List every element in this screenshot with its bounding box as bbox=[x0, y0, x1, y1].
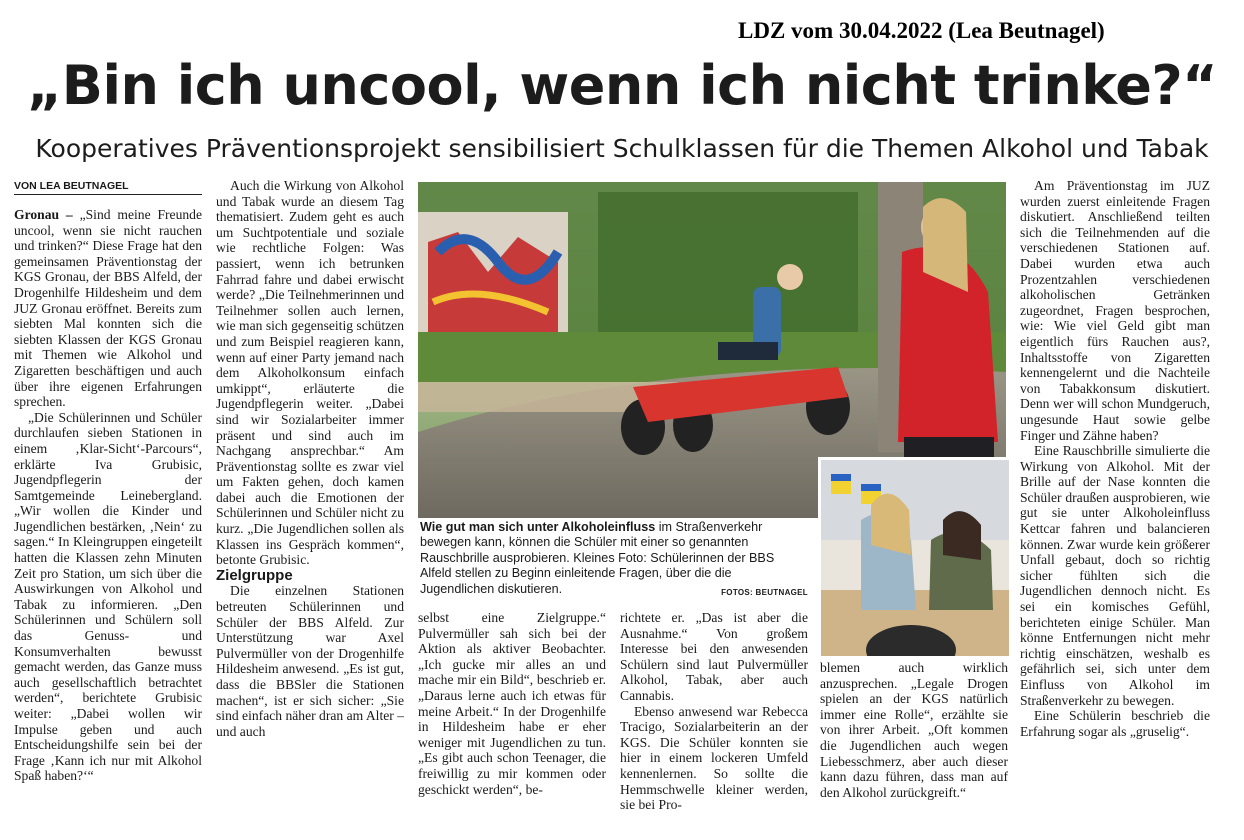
paragraph: Auch die Wirkung von Alkohol und Tabak wurde an diesem Tag thematisiert. Zudem geht es auch um Suchtpotentiale und soziale wie rechtliche Folgen: Was passiert, wenn ich betrunken Fahrrad fahre und dabei erwischt werde? „Die Teilnehmerinnen und Teilnehmer sollen auch lernen, wie man sich gegenseitig schützen und zum Beispiel reagieren kann, wenn auf einer Party jemand nach dem Alkoholkonsum einfach umkippt“, erläuterte die Jugendpflegerin weiter. „Dabei sind wir Sozialarbeiter immer präsent und sind auch im Nachgang ansprechbar.“ Am Präventionstag sollte es zwar viel um Fakten gehen, doch kamen dabei auch die Emotionen der Schülerinnen und Schüler nicht zu kurz. „Die Jugendlichen sollen als Klassen ins Gespräch kommen“, betonte Grubisic. bbox=[216, 178, 404, 568]
photo-credit: FOTOS: BEUTNAGEL bbox=[721, 587, 808, 597]
caption-text: im Straßenverkehr bewegen kann, können die Schüler mit einer so genannten Rauschbrille ausprobieren. Kleines Foto: Schülerinnen der BBS Alfeld stellen zu Beginn einleitende Fragen, über die die Jugendlichen diskutieren. bbox=[420, 520, 775, 596]
article-column-6 bbox=[1020, 178, 1210, 828]
headline: „Bin ich uncool, wenn ich nicht trinke?“ bbox=[26, 54, 1218, 117]
paragraph: blemen auch wirklich anzusprechen. „Legale Drogen spielen an der KGS natürlich immer eine Rolle“, erzählte sie von ihrer Arbeit. „Oft kommen die Jugendlichen auch wegen Liebesschmerz, aber auch dieser kann dazu führen, dass man auf den Alkohol zurückgreift.“ bbox=[820, 660, 1008, 800]
paragraph: Gronau – „Sind meine Freunde uncool, wenn sie nicht rauchen und trinken?“ Diese Frage hat den gemeinsamen Präventionstag der KGS Gronau, der BBS Alfeld, der Drogenhilfe Hildesheim und dem JUZ Gronau eröffnet. Bereits zum siebten Mal konnten sich die siebten Klassen der KGS Gronau mit Themen wie Alkohol und Zigaretten beschäftigen und auch über ihre eigenen Erfahrungen sprechen. bbox=[14, 207, 202, 410]
section-subhead: Zielgruppe bbox=[216, 566, 293, 584]
subheadline: Kooperatives Präventionsprojekt sensibilisiert Schulklassen für die Themen Alkohol und Tabak bbox=[35, 134, 1209, 163]
paragraph: Eine Rauschbrille simulierte die Wirkung von Alkohol. Mit der Brille auf der Nase konnten die Schüler draußen ausprobieren, wie gut sie unter Alkoholeinfluss Kettcar fahren und balancieren können. Zwar wurde kein größerer Unfall gebaut, doch so richtig sicher fühlten sich die Jugendlichen dennoch nicht. Es sei ein komisches Gefühl, berichteten einige Schüler. Man könne Entfernungen nicht mehr richtig einschätzen, weshalb es gefährlich sei, sich unter dem Einfluss von Alkohol im Straßenverkehr zu bewegen. bbox=[1020, 443, 1210, 708]
dateline-place: Gronau – bbox=[14, 207, 80, 222]
article-column-5 bbox=[820, 660, 1008, 828]
article-column-4 bbox=[620, 610, 808, 828]
paragraph: „Die Schülerinnen und Schüler durchlaufen sieben Stationen in einem ‚Klar-Sicht‘-Parcours“, erklärte Iva Grubisic, Jugendpflegerin der Samtgemeinde Leinebergland. „Wir wollen die Kinder und Jugendlichen bestärken, ‚Nein‘ zu sagen.“ In Kleingruppen eingeteilt hatten die Klassen zehn Minuten Zeit pro Station, um sich über die Auswirkungen von Alkohol und Tabak zu informieren. „Den Schülerinnen und Schülern soll das Genuss- und Konsumverhalten bewusst gemacht werden, das Ganze muss auch gesellschaftlich betrachtet werden“, berichtete Grubisic weiter: „Dabei wollen wir Impulse geben und auch Entscheidungshilfe sein bei der Frage ‚Kann ich nur mit Alkohol Spaß haben?‘“ bbox=[14, 409, 202, 784]
paragraph: Am Präventionstag im JUZ wurden zuerst einleitende Fragen diskutiert. Anschließend teilten sich die Teilnehmenden auf die verschiedenen Stationen auf. Dabei wurden etwa auch Prozentzahlen verschiedenen alkoholischen Getränken zugeordnet, Fragen besprochen, wie: Wie viel Geld gibt man eigentlich fürs Rauchen aus?, Inhaltsstoffe von Zigaretten kennengelernt und die Nachteile von Tabakkonsum diskutiert. Denn wer will schon Mundgeruch, ungesunde Haut sowie gelbe Finger und Zähne haben? bbox=[1020, 178, 1210, 443]
paragraph: Eine Schülerin beschrieb die Erfahrung sogar als „gruselig“. bbox=[1020, 708, 1210, 739]
author-byline: VON LEA BEUTNAGEL bbox=[14, 180, 202, 195]
paragraph: Ebenso anwesend war Rebecca Tracigo, Sozialarbeiterin an der KGS. Die Schüler konnten sie hier in einem lockeren Umfeld kennenlernen. So sollte die Hemmschwelle kleiner werden, sie bei Pro- bbox=[620, 703, 808, 813]
inset-photo bbox=[818, 457, 1009, 656]
paragraph: selbst eine Zielgruppe.“ Pulvermüller sah sich bei der Aktion als aktiver Beobachter. „Ich gucke mir alles an und mache mir ein Bild“, beschrieb er. „Daraus lerne auch ich etwas für meine Arbeit.“ In der Drogenhilfe in Hildesheim habe er eher weniger mit Jugendlichen zu tun. „Es gibt auch schon Teenager, die freiwillig zu mir kommen oder geschickt werden“, be- bbox=[418, 610, 606, 797]
article-column-3 bbox=[418, 610, 606, 828]
article-column-1 bbox=[14, 207, 202, 827]
paragraph: Die einzelnen Stationen betreuten Schülerinnen und Schüler der BBS Alfeld. Zur Unterstützung war Axel Pulvermüller von der Drogenhilfe Hildesheim anwesend. „Es ist gut, dass die BBSler die Stationen machen“, ist er sich sicher: „Sie sind einfach näher dran am Alter – und auch bbox=[216, 583, 404, 739]
source-line: LDZ vom 30.04.2022 (Lea Beutnagel) bbox=[738, 18, 1105, 43]
article-column-2 bbox=[216, 178, 404, 828]
photo-caption bbox=[420, 520, 808, 600]
paragraph: richtete er. „Das ist aber die Ausnahme.“ Von großem Interesse bei den anwesenden Schülern sind laut Pulvermüller Alkohol, Tabak, aber auch Cannabis. bbox=[620, 610, 808, 703]
caption-lead: Wie gut man sich unter Alkoholeinfluss bbox=[420, 520, 656, 534]
